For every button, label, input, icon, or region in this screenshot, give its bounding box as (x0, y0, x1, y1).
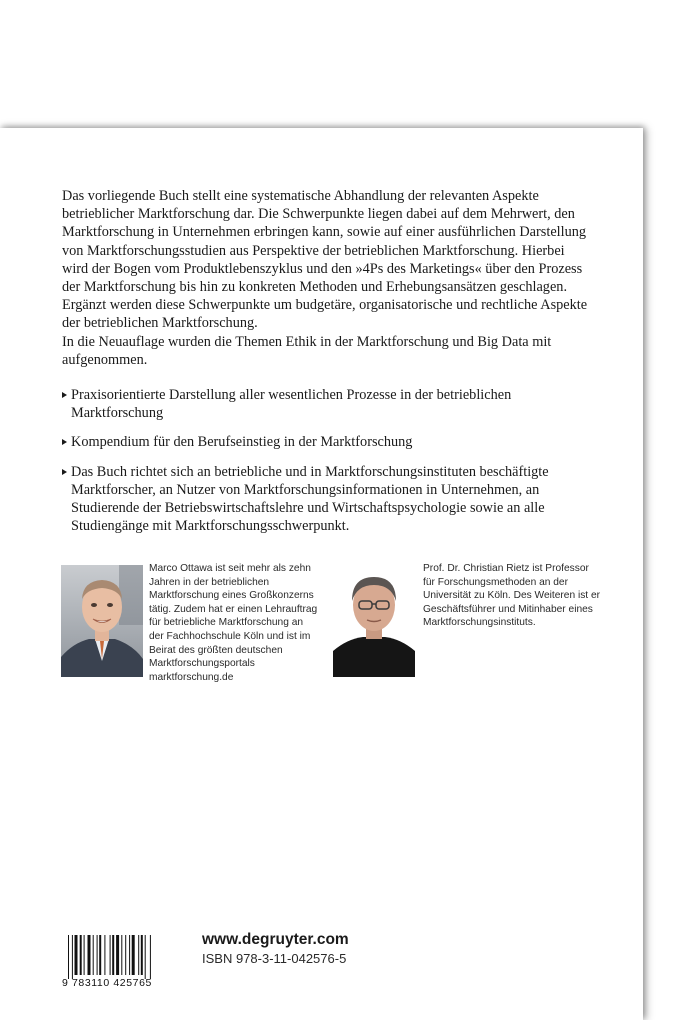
barcode-digits: 9 783110 425765 (62, 977, 152, 989)
barcode-bar (93, 935, 94, 975)
barcode-bar (72, 935, 73, 979)
barcode-bar (121, 935, 122, 975)
barcode-bar (125, 935, 126, 975)
barcode-bar (145, 935, 146, 979)
barcode-bar (132, 935, 135, 975)
description-paragraph-1: Das vorliegende Buch stellt eine systematische Abhandlung der relevanten Aspekte betrieblicher Marktforschung dar. Die Schwerpunkte liegen dabei auf dem Mehrwert, den Marktforschung in Unternehmen erbringen kann, sowie auf einer ausführlichen Darstellung von Marktforschungsstudien aus Perspektive der betrieblichen Marktforschung. Hierbei wird der Bogen vom Produktlebenszyklus und den »4Ps des Marketings« über den Prozess der Marktforschung bis hin zu konkreten Methoden und Erhebungsansätzen geschlagen. Ergänzt werden diese Schwerpunkte um budgetäre, organisatorische und rechtliche Aspekte der betrieblichen Marktforschung. (62, 188, 588, 332)
author-bio-marco-ottawa: Marco Ottawa ist seit mehr als zehn Jahren in der betrieblichen Marktforschung eines Großkonzerns tätig. Zudem hat er einen Lehrauftrag für betriebliche Marktforschung an der Fachhochschule Köln und ist im Beirat des größten deutschen Marktforschungsportals marktforschung.de (149, 563, 318, 683)
barcode-bar (141, 935, 143, 975)
barcode-bar (68, 935, 69, 979)
barcode-bar (110, 935, 111, 975)
list-item-text: Praxisorientierte Darstellung aller wesentlichen Prozesse in der betrieblichen Marktforschung (71, 387, 512, 422)
list-item-text: Das Buch richtet sich an betriebliche und in Marktforschungsinstituten beschäftigte Marktforscher, an Nutzer von Marktforschungsinformationen in Unternehmen, an Studierende der Betriebswirtschaftslehre und Wirtschaftspsychologie sowie an alle Studiengänge mit Marktforschungsschwerpunkt. (71, 463, 549, 535)
feature-list (62, 386, 602, 546)
barcode-bar (97, 935, 98, 975)
list-item-text: Kompendium für den Berufseinstieg in der Marktforschung (71, 434, 413, 451)
barcode-bar (112, 935, 114, 975)
barcode-bar (88, 935, 91, 975)
list-item (62, 463, 602, 536)
barcode-bar (99, 935, 101, 975)
isbn: ISBN 978-3-11-042576-5 (202, 951, 347, 966)
barcode-bar (116, 935, 119, 975)
barcode-bar (150, 935, 151, 979)
author-photo-marco-ottawa (61, 565, 143, 677)
book-back-cover (0, 128, 643, 1020)
bullet-triangle-icon (62, 392, 67, 398)
description-paragraph-2: In die Neuauflage wurden die Themen Ethik in der Marktforschung und Big Data mit aufgenommen. (62, 333, 552, 368)
barcode-bar (129, 935, 130, 975)
barcode-bar (104, 935, 105, 975)
author-photo-christian-rietz (333, 565, 415, 677)
publisher-url: www.degruyter.com (202, 931, 349, 948)
barcode-bar (80, 935, 82, 975)
list-item (62, 433, 602, 451)
author-bio-christian-rietz: Prof. Dr. Christian Rietz ist Professor für Forschungsmethoden an der Universität zu Köln. Des Weiteren ist er Geschäftsführer und Mitinhaber eines Marktforschungsinstituts. (423, 563, 601, 629)
barcode-bar (84, 935, 85, 975)
bullet-triangle-icon (62, 439, 67, 445)
bullet-triangle-icon (62, 469, 67, 475)
description (62, 187, 592, 369)
barcode-bar (138, 935, 139, 975)
barcode-bar (75, 935, 78, 975)
list-item (62, 386, 602, 422)
